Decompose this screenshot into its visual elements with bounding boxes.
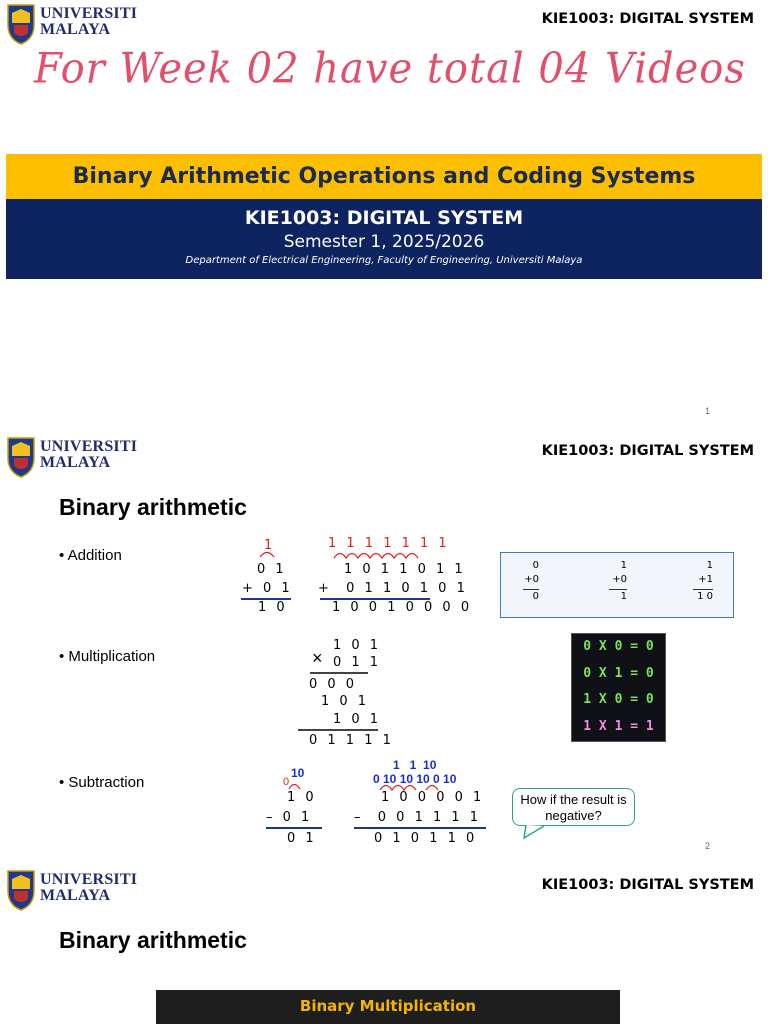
mult-line: [310, 672, 368, 674]
course-banner: [6, 199, 762, 279]
diff-big-line: [354, 827, 486, 829]
university-logo: [6, 436, 138, 480]
slide-title: Binary arithmetic: [59, 494, 247, 520]
logo-text-line1: UNIVERSITI: [40, 871, 138, 888]
diff-line: [266, 827, 322, 829]
minuend-big: 1 0 0 0 0 1: [381, 790, 485, 805]
table-col-3: [693, 559, 713, 604]
partial-3: 1 0 1: [333, 712, 382, 727]
borrow-top-row: 1 1 10: [393, 758, 437, 772]
cell: +0: [612, 574, 627, 585]
cell: 0: [523, 589, 539, 604]
mult-row: 0 X 0 = 0: [583, 639, 654, 654]
university-logo: [6, 3, 138, 47]
cell: +1: [698, 574, 713, 585]
cell: +0: [524, 574, 539, 585]
mult-row: 1 X 1 = 1: [583, 718, 654, 734]
bullet-subtraction: • Subtraction: [59, 774, 145, 791]
section-banner: [156, 990, 620, 1024]
cell: 1: [620, 560, 627, 571]
page-number: 2: [705, 841, 711, 851]
university-logo: [6, 869, 138, 913]
table-col-2: [609, 559, 627, 604]
semester: Semester 1, 2025/2026: [283, 232, 485, 252]
course-title: KIE1003: DIGITAL SYSTEM: [244, 207, 524, 229]
partial-2: 1 0 1: [321, 694, 370, 709]
bullet-multiplication: • Multiplication: [59, 648, 156, 665]
carry-arc-icon: [258, 548, 278, 558]
department: Department of Electrical Engineering, Faculty of Engineering, Universiti Malaya: [185, 255, 583, 266]
table-col-1: [523, 559, 539, 604]
cell: 1: [706, 560, 713, 571]
addend-b: + 0 1: [242, 581, 293, 596]
course-header: KIE1003: DIGITAL SYSTEM: [541, 11, 754, 27]
handwritten-note: For Week 02 have total 04 Videos: [34, 44, 746, 94]
title-banner: [6, 154, 762, 199]
borrow-zero: 0: [283, 776, 290, 788]
carry-row: 1 1 1 1 1 1 1: [328, 536, 450, 551]
banner-title: Binary Arithmetic Operations and Coding Systems: [72, 164, 696, 189]
course-header: KIE1003: DIGITAL SYSTEM: [541, 877, 754, 893]
cell: 0: [532, 560, 539, 571]
crest-icon: [6, 3, 36, 45]
subtrahend: – 0 1: [266, 810, 313, 825]
mult-row: 1 X 0 = 0: [583, 692, 654, 707]
page-number: 1: [705, 406, 711, 416]
difference: 0 1: [287, 831, 317, 846]
addition-table: [500, 552, 734, 618]
difference-big: 0 1 0 1 1 0: [374, 831, 478, 846]
addend-big-a: 1 0 1 1 0 1 1: [344, 562, 466, 577]
subtrahend-big: – 0 0 1 1 1 1: [354, 810, 482, 825]
crest-icon: [6, 436, 36, 478]
bullet-addition: • Addition: [59, 547, 122, 564]
addend-big-b: + 0 1 1 0 1 0 1: [318, 581, 468, 596]
multiplicand: 1 0 1: [333, 638, 382, 653]
borrow-row: 0 10 10 10 0 10: [373, 772, 457, 786]
section-banner-text: Binary Multiplication: [299, 997, 477, 1015]
minuend: 1 0: [287, 790, 317, 805]
multiplication-table: [571, 633, 666, 742]
borrow-arc-icon: [288, 780, 302, 790]
crest-icon: [6, 869, 36, 911]
borrow-value: 10: [291, 766, 305, 780]
callout-tail-icon: [522, 823, 552, 841]
times-sign: ×: [312, 648, 323, 668]
partial-1: 0 0 0: [309, 677, 358, 692]
course-header: KIE1003: DIGITAL SYSTEM: [541, 443, 754, 459]
cell: 1 0: [693, 589, 713, 604]
logo-text-line2: MALAYA: [40, 887, 111, 904]
multiplier: 0 1 1: [333, 655, 382, 670]
mult-result-line: [298, 729, 378, 731]
sum-big: 1 0 0 1 0 0 0 0: [332, 600, 473, 615]
callout-text: How if the result is negative?: [520, 792, 627, 823]
logo-text-line1: UNIVERSITI: [40, 5, 138, 22]
cell: 1: [609, 589, 627, 604]
callout-bubble: [512, 788, 635, 826]
addend-a: 0 1: [257, 562, 287, 577]
carry-digit: 1: [264, 538, 276, 553]
carry-arcs-icon: [332, 548, 424, 560]
sum: 1 0: [258, 600, 288, 615]
mult-row: 0 X 1 = 0: [583, 665, 654, 681]
slide-title: Binary arithmetic: [59, 927, 247, 953]
logo-text-line2: MALAYA: [40, 21, 111, 38]
logo-text-line1: UNIVERSITI: [40, 438, 138, 455]
logo-text-line2: MALAYA: [40, 454, 111, 471]
mult-result: 0 1 1 1 1: [309, 733, 394, 748]
